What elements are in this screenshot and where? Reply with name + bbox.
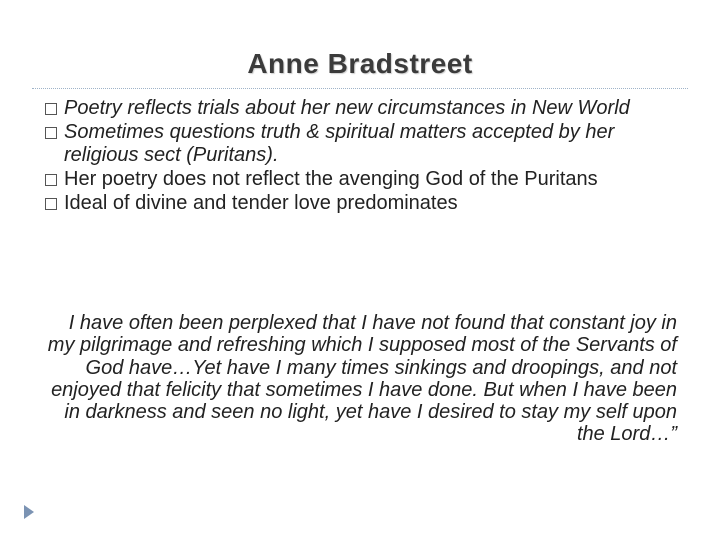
- quote-block: I have often been perplexed that I have not found that constant joy in my pilgrimage and refreshing which I supposed most of the Servants of God have…Yet have I many times sinkings and droopings, and not enjoyed that felicity that sometimes I have done. But when I have been in darkness and seen no light, yet have I desired to stay my self upon the Lord…”: [47, 312, 677, 446]
- bullet-text: Ideal of divine and tender love predominates: [64, 192, 458, 214]
- bullet-item: [45, 121, 685, 167]
- bullet-list: [45, 97, 685, 216]
- title-divider: [32, 88, 688, 89]
- square-bullet-icon: [45, 103, 57, 115]
- bullet-text: Poetry reflects trials about her new circumstances in New World: [64, 97, 630, 119]
- bullet-item: [45, 168, 685, 191]
- square-bullet-icon: [45, 127, 57, 139]
- square-bullet-icon: [45, 174, 57, 186]
- bullet-text: Her poetry does not reflect the avenging God of the Puritans: [64, 168, 598, 190]
- slide-title: Anne Bradstreet: [247, 48, 473, 79]
- triangle-right-icon[interactable]: [24, 505, 34, 519]
- bullet-item: [45, 192, 685, 215]
- bullet-text: Sometimes questions truth & spiritual matters accepted by her religious sect (Puritans).: [64, 121, 615, 166]
- bullet-item: [45, 97, 685, 120]
- square-bullet-icon: [45, 198, 57, 210]
